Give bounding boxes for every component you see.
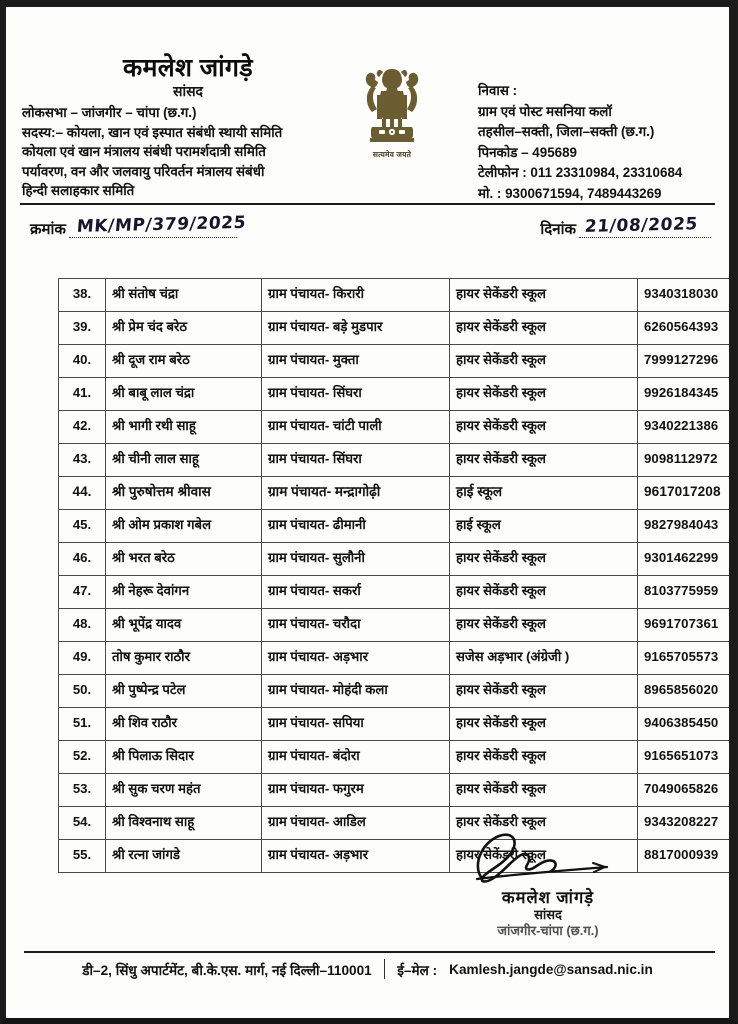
row-gram-panchayat: ग्राम पंचायत- चांटी पाली [262, 411, 450, 444]
row-school: हायर सेकेंडरी स्कूल [450, 807, 638, 840]
date-field [579, 214, 711, 239]
address-line-1: ग्राम एवं पोस्ट मसनिया कलॉ [478, 103, 612, 119]
mp-name: कमलेश जांगड़े [123, 54, 253, 82]
ashoka-lion-capital-icon [361, 63, 423, 149]
emblem-caption: सत्यमेव जयते [372, 150, 412, 159]
table-row [59, 312, 738, 345]
row-phone-number: 9691707361 [638, 609, 738, 642]
roster-table-container [58, 278, 721, 873]
row-school: हायर सेकेंडरी स्कूल [450, 708, 638, 741]
row-person-name: श्री रत्ना जांगडे [106, 840, 262, 873]
row-phone-number: 7049065826 [638, 774, 738, 807]
row-person-name: श्री चीनी लाल साहू [106, 444, 262, 477]
reference-number-field [69, 212, 247, 239]
row-school: हायर सेकेंडरी स्कूल [450, 543, 638, 576]
row-school: हायर सेकेंडरी स्कूल [450, 675, 638, 708]
row-serial-number: 40. [59, 345, 106, 378]
row-phone-number: 9301462299 [638, 543, 738, 576]
header-left-block [22, 55, 332, 201]
row-school: सजेस अड़भार (अंग्रेजी ) [450, 642, 638, 675]
row-gram-panchayat: ग्राम पंचायत- किरारी [262, 279, 450, 312]
row-phone-number: 9926184345 [638, 378, 738, 411]
row-person-name: श्री प्रेम चंद बरेठ [106, 312, 262, 345]
dotted-underline [579, 237, 711, 238]
row-gram-panchayat: ग्राम पंचायत- बड़े मुडपार [262, 312, 450, 345]
table-row [59, 675, 738, 708]
row-person-name: श्री संतोष चंद्रा [106, 279, 262, 312]
table-row [59, 543, 738, 576]
table-row [59, 378, 738, 411]
header-contact-block [478, 81, 682, 204]
row-person-name: श्री भूपेंद्र यादव [106, 609, 262, 642]
row-gram-panchayat: ग्राम पंचायत- मोहंदी कला [262, 675, 450, 708]
row-serial-number: 47. [59, 576, 106, 609]
telephone: टेलीफोन : 011 23310984, 23310684 [478, 165, 683, 180]
row-phone-number: 9617017208 [638, 477, 738, 510]
row-school: हायर सेकेंडरी स्कूल [450, 312, 638, 345]
row-gram-panchayat: ग्राम पंचायत- बंदोरा [262, 741, 450, 774]
table-row [59, 774, 738, 807]
row-gram-panchayat: ग्राम पंचायत- ढीमानी [262, 510, 450, 543]
row-phone-number: 9343208227 [638, 807, 738, 840]
row-serial-number: 43. [59, 444, 106, 477]
row-person-name: श्री भागी रथी साहू [106, 411, 262, 444]
row-person-name: श्री विश्वनाथ साहू [106, 807, 262, 840]
footer-email[interactable]: Kamlesh.jangde@sansad.nic.in [449, 961, 653, 977]
dotted-underline [69, 237, 237, 238]
handwritten-signature [423, 833, 673, 891]
constituency-line: लोकसभा – जांजगीर – चांपा (छ.ग.) [22, 105, 197, 121]
reference-number-value: MK/MP/379/2025 [75, 212, 247, 237]
row-phone-number: 9340221386 [638, 411, 738, 444]
row-phone-number: 8103775959 [638, 576, 738, 609]
row-serial-number: 52. [59, 741, 106, 774]
row-gram-panchayat: ग्राम पंचायत- सुलौनी [262, 543, 450, 576]
row-phone-number: 9340318030 [638, 279, 738, 312]
row-person-name: श्री दूज राम बरेठ [106, 345, 262, 378]
signature-designation: सांसद [534, 907, 562, 923]
row-school: हायर सेकेंडरी स्कूल [450, 345, 638, 378]
row-school: हायर सेकेंडरी स्कूल [450, 411, 638, 444]
row-school: हायर सेकेंडरी स्कूल [450, 741, 638, 774]
row-school: हायर सेकेंडरी स्कूल [450, 378, 638, 411]
residence-label: निवास : [478, 83, 518, 98]
row-person-name: श्री ओम प्रकाश गबेल [106, 510, 262, 543]
row-phone-number: 8965856020 [638, 675, 738, 708]
date-label: दिनांक [540, 221, 576, 238]
table-row [59, 411, 738, 444]
letterhead-header [6, 55, 729, 207]
committee-line-4: हिन्दी सलाहकार समिति [22, 183, 135, 199]
table-row [59, 510, 738, 543]
row-person-name: श्री पुष्पेन्द्र पटेल [106, 675, 262, 708]
table-row [59, 708, 738, 741]
pincode: पिनकोड – 495689 [478, 144, 577, 160]
header-divider [20, 203, 715, 205]
row-school: हायर सेकेंडरी स्कूल [450, 609, 638, 642]
national-emblem [346, 63, 438, 160]
row-person-name: श्री पिलाऊ सिदार [106, 741, 262, 774]
footer-divider [24, 951, 715, 953]
row-gram-panchayat: ग्राम पंचायत- अड़भार [262, 642, 450, 675]
row-serial-number: 55. [59, 840, 106, 873]
committee-line-1: सदस्य:– कोयला, खान एवं इस्पात संबंधी स्थायी समिति [22, 124, 283, 140]
row-school: हाई स्कूल [450, 510, 638, 543]
row-gram-panchayat: ग्राम पंचायत- सपिया [262, 708, 450, 741]
signature-name: कमलेश जांगड़े [501, 889, 595, 907]
row-phone-number: 8817000939 [638, 840, 738, 873]
footer-email-label: ई–मेल : [397, 962, 438, 978]
row-school: हायर सेकेंडरी स्कूल [450, 576, 638, 609]
signature-constituency: जांजगीर-चांपा (छ.ग.) [497, 923, 599, 939]
row-phone-number: 9098112972 [638, 444, 738, 477]
table-row [59, 477, 738, 510]
row-serial-number: 50. [59, 675, 106, 708]
row-gram-panchayat: ग्राम पंचायत- आडिल [262, 807, 450, 840]
table-row [59, 576, 738, 609]
date-value: 21/08/2025 [583, 214, 699, 237]
row-serial-number: 41. [59, 378, 106, 411]
row-gram-panchayat: ग्राम पंचायत- सकर्रा [262, 576, 450, 609]
row-phone-number: 9165705573 [638, 642, 738, 675]
row-gram-panchayat: ग्राम पंचायत- मुक्ता [262, 345, 450, 378]
row-serial-number: 54. [59, 807, 106, 840]
committee-line-3: पर्यावरण, वन और जलवायु परिवर्तन मंत्रालय संबंधी [22, 163, 265, 179]
row-school: हायर सेकेंडरी स्कूल [450, 774, 638, 807]
row-person-name: श्री नेहरू देवांगन [106, 576, 262, 609]
committee-line-2: कोयला एवं खान मंत्रालय संबंधी परामर्शदात्री समिति [22, 144, 266, 160]
row-serial-number: 42. [59, 411, 106, 444]
row-serial-number: 49. [59, 642, 106, 675]
mp-designation: सांसद [173, 83, 203, 100]
row-person-name: श्री शिव राठौर [106, 708, 262, 741]
row-phone-number: 9827984043 [638, 510, 738, 543]
row-serial-number: 44. [59, 477, 106, 510]
row-gram-panchayat: ग्राम पंचायत- चरौदा [262, 609, 450, 642]
table-row [59, 642, 738, 675]
reference-line [6, 212, 729, 255]
table-row [59, 741, 738, 774]
letterhead-footer [6, 959, 729, 979]
row-serial-number: 48. [59, 609, 106, 642]
row-school: हायर सेकेंडरी स्कूल [450, 279, 638, 312]
table-row [59, 444, 738, 477]
row-serial-number: 53. [59, 774, 106, 807]
row-gram-panchayat: ग्राम पंचायत- फगुरम [262, 774, 450, 807]
row-school: हाई स्कूल [450, 477, 638, 510]
row-gram-panchayat: ग्राम पंचायत- मन्द्रागोढ़ी [262, 477, 450, 510]
reference-number-group [30, 212, 247, 239]
row-phone-number: 7999127296 [638, 345, 738, 378]
table-row [59, 279, 738, 312]
row-school: हायर सेकेंडरी स्कूल [450, 840, 638, 873]
mobile: मो. : 9300671594, 7489443269 [478, 185, 662, 201]
signature-icon [437, 831, 637, 889]
row-serial-number: 39. [59, 312, 106, 345]
row-person-name: श्री बाबू लाल चंद्रा [106, 378, 262, 411]
row-person-name: श्री सुक चरण महंत [106, 774, 262, 807]
table-row [59, 609, 738, 642]
footer-address: डी–2, सिंधु अपार्टमेंट, बी.के.एस. मार्ग, नई दिल्ली–110001 [82, 962, 372, 978]
reference-number-label: क्रमांक [30, 221, 66, 238]
row-phone-number: 6260564393 [638, 312, 738, 345]
row-phone-number: 9406385450 [638, 708, 738, 741]
row-serial-number: 51. [59, 708, 106, 741]
address-line-2: तहसील–सक्ती, जिला–सक्ती (छ.ग.) [478, 124, 655, 139]
row-person-name: श्री भरत बरेठ [106, 543, 262, 576]
row-gram-panchayat: ग्राम पंचायत- सिंघरा [262, 378, 450, 411]
table-row [59, 345, 738, 378]
row-serial-number: 38. [59, 279, 106, 312]
row-phone-number: 9165651073 [638, 741, 738, 774]
row-school: हायर सेकेंडरी स्कूल [450, 444, 638, 477]
roster-table-body [59, 279, 738, 873]
signature-block [423, 833, 673, 940]
row-person-name: तोष कुमार राठौर [106, 642, 262, 675]
footer-separator [384, 959, 386, 979]
roster-table [58, 278, 738, 873]
row-gram-panchayat: ग्राम पंचायत- सिंघरा [262, 444, 450, 477]
reference-date-group [540, 214, 711, 239]
row-serial-number: 46. [59, 543, 106, 576]
header-committee-lines [22, 103, 332, 200]
row-person-name: श्री पुरुषोत्तम श्रीवास [106, 477, 262, 510]
paper-sheet [6, 7, 729, 1018]
row-gram-panchayat: ग्राम पंचायत- अड़भार [262, 840, 450, 873]
row-serial-number: 45. [59, 510, 106, 543]
